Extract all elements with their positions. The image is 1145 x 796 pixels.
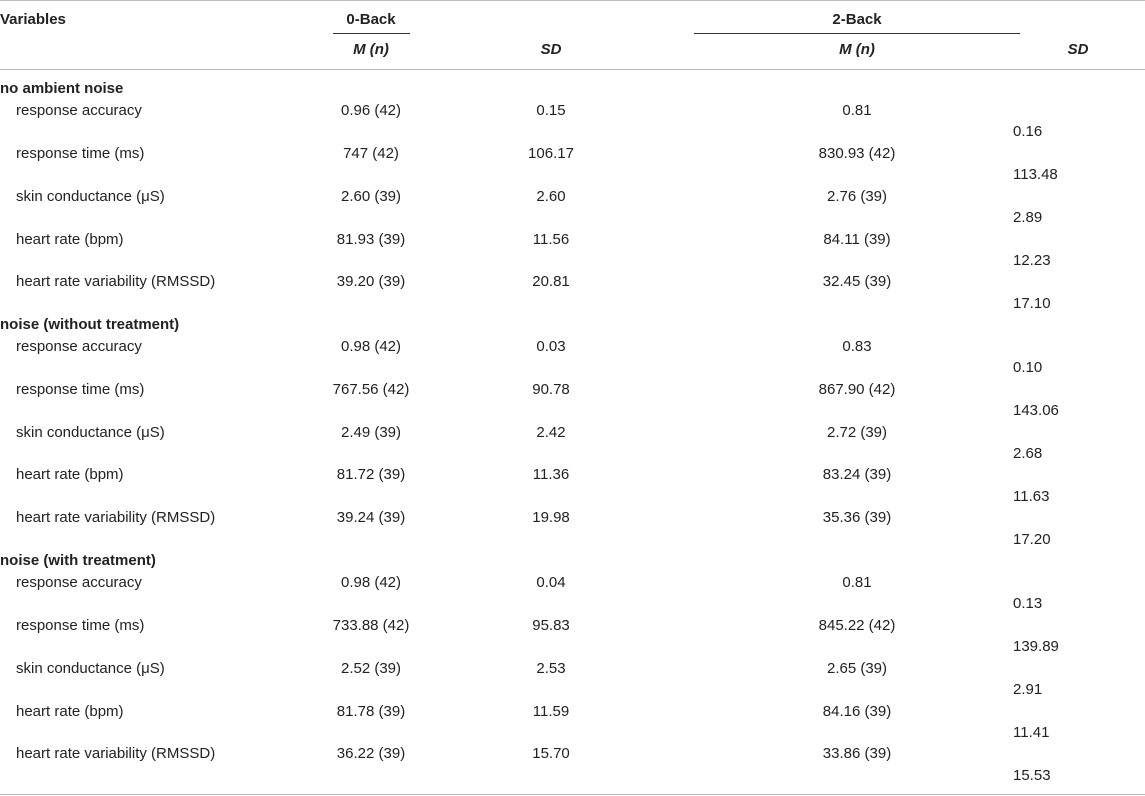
cell-m-0back: 0.98 (42) [340, 338, 402, 355]
sd-header-0back: SD [540, 41, 562, 58]
group-header-0back: 0-Back [346, 11, 396, 28]
row-label: skin conductance (μS) [16, 424, 165, 441]
cell-sd-2back: 0.13 [1013, 595, 1043, 612]
header-bottom-rule [0, 69, 1145, 70]
row-label: heart rate (bpm) [16, 231, 124, 248]
cell-m-2back: 33.86 (39) [822, 745, 892, 762]
section-title-no-ambient-noise: no ambient noise [0, 80, 124, 97]
cell-sd-0back: 0.03 [536, 338, 566, 355]
cell-sd-2back: 113.48 [1013, 166, 1058, 183]
cell-sd-2back: 139.89 [1013, 638, 1059, 655]
cell-m-0back: 767.56 (42) [332, 381, 410, 398]
variables-header: Variables [0, 11, 66, 28]
cell-sd-2back: 0.16 [1013, 123, 1043, 140]
cell-sd-0back: 11.59 [532, 703, 570, 720]
table-bottom-rule [0, 794, 1145, 795]
cell-m-0back: 0.96 (42) [340, 102, 402, 119]
cell-m-0back: 733.88 (42) [332, 617, 410, 634]
cell-sd-2back: 15.53 [1013, 767, 1051, 784]
cell-sd-0back: 15.70 [532, 745, 570, 762]
row-label: heart rate variability (RMSSD) [16, 273, 216, 290]
group-header-2back: 2-Back [832, 11, 882, 28]
cell-m-2back: 2.76 (39) [826, 188, 888, 205]
cell-m-2back: 84.16 (39) [822, 703, 892, 720]
cell-m-2back: 84.11 (39) [823, 231, 891, 248]
cell-m-2back: 83.24 (39) [822, 466, 892, 483]
group-underline-2back [694, 33, 1020, 34]
cell-m-0back: 81.72 (39) [336, 466, 406, 483]
cell-sd-0back: 19.98 [532, 509, 570, 526]
cell-m-0back: 81.78 (39) [336, 703, 406, 720]
cell-m-0back: 39.24 (39) [336, 509, 406, 526]
cell-sd-0back: 0.04 [536, 574, 566, 591]
cell-m-2back: 845.22 (42) [818, 617, 896, 634]
row-label: heart rate variability (RMSSD) [16, 509, 216, 526]
cell-m-2back: 2.65 (39) [826, 660, 888, 677]
group-underline-0back [333, 33, 410, 34]
sd-header-2back: SD [1067, 41, 1089, 58]
cell-m-0back: 39.20 (39) [336, 273, 406, 290]
cell-m-2back: 0.83 [842, 338, 872, 355]
cell-sd-2back: 0.10 [1013, 359, 1043, 376]
cell-m-2back: 35.36 (39) [822, 509, 892, 526]
cell-sd-2back: 143.06 [1013, 402, 1059, 419]
cell-m-2back: 867.90 (42) [818, 381, 896, 398]
cell-m-2back: 32.45 (39) [822, 273, 892, 290]
cell-sd-0back: 20.81 [532, 273, 570, 290]
cell-sd-2back: 2.91 [1013, 681, 1043, 698]
cell-m-2back: 2.72 (39) [826, 424, 888, 441]
row-label: heart rate (bpm) [16, 466, 124, 483]
row-label: response time (ms) [16, 617, 145, 634]
cell-sd-2back: 11.63 [1013, 488, 1050, 505]
cell-sd-0back: 106.17 [528, 145, 574, 162]
cell-m-0back: 81.93 (39) [336, 231, 406, 248]
m-header-0back: M (n) [353, 41, 389, 58]
row-label: response accuracy [16, 574, 142, 591]
cell-sd-0back: 2.53 [536, 660, 566, 677]
row-label: skin conductance (μS) [16, 660, 165, 677]
row-label: response time (ms) [16, 145, 145, 162]
cell-m-2back: 0.81 [842, 102, 872, 119]
cell-sd-2back: 17.20 [1013, 531, 1051, 548]
row-label: heart rate variability (RMSSD) [16, 745, 216, 762]
cell-sd-2back: 2.68 [1013, 445, 1043, 462]
cell-m-0back: 2.49 (39) [340, 424, 402, 441]
cell-m-2back: 830.93 (42) [818, 145, 896, 162]
cell-m-0back: 2.52 (39) [340, 660, 402, 677]
m-header-2back: M (n) [839, 41, 875, 58]
cell-sd-0back: 2.60 [536, 188, 566, 205]
cell-sd-0back: 11.56 [532, 231, 570, 248]
row-label: response time (ms) [16, 381, 145, 398]
cell-m-0back: 2.60 (39) [340, 188, 402, 205]
cell-sd-0back: 95.83 [532, 617, 570, 634]
cell-sd-2back: 2.89 [1013, 209, 1043, 226]
row-label: response accuracy [16, 102, 142, 119]
cell-sd-0back: 2.42 [536, 424, 566, 441]
section-title-noise-with-treatment: noise (with treatment) [0, 552, 156, 569]
cell-m-0back: 747 (42) [343, 145, 399, 162]
cell-sd-2back: 17.10 [1013, 295, 1051, 312]
row-label: heart rate (bpm) [16, 703, 124, 720]
section-title-noise-without-treatment: noise (without treatment) [0, 316, 180, 333]
cell-sd-2back: 11.41 [1013, 724, 1050, 741]
table-top-rule [0, 0, 1145, 1]
cell-sd-0back: 11.36 [532, 466, 570, 483]
cell-m-0back: 36.22 (39) [336, 745, 406, 762]
cell-m-0back: 0.98 (42) [340, 574, 402, 591]
cell-sd-0back: 0.15 [536, 102, 566, 119]
cell-m-2back: 0.81 [842, 574, 872, 591]
cell-sd-2back: 12.23 [1013, 252, 1051, 269]
row-label: response accuracy [16, 338, 142, 355]
row-label: skin conductance (μS) [16, 188, 165, 205]
cell-sd-0back: 90.78 [532, 381, 570, 398]
